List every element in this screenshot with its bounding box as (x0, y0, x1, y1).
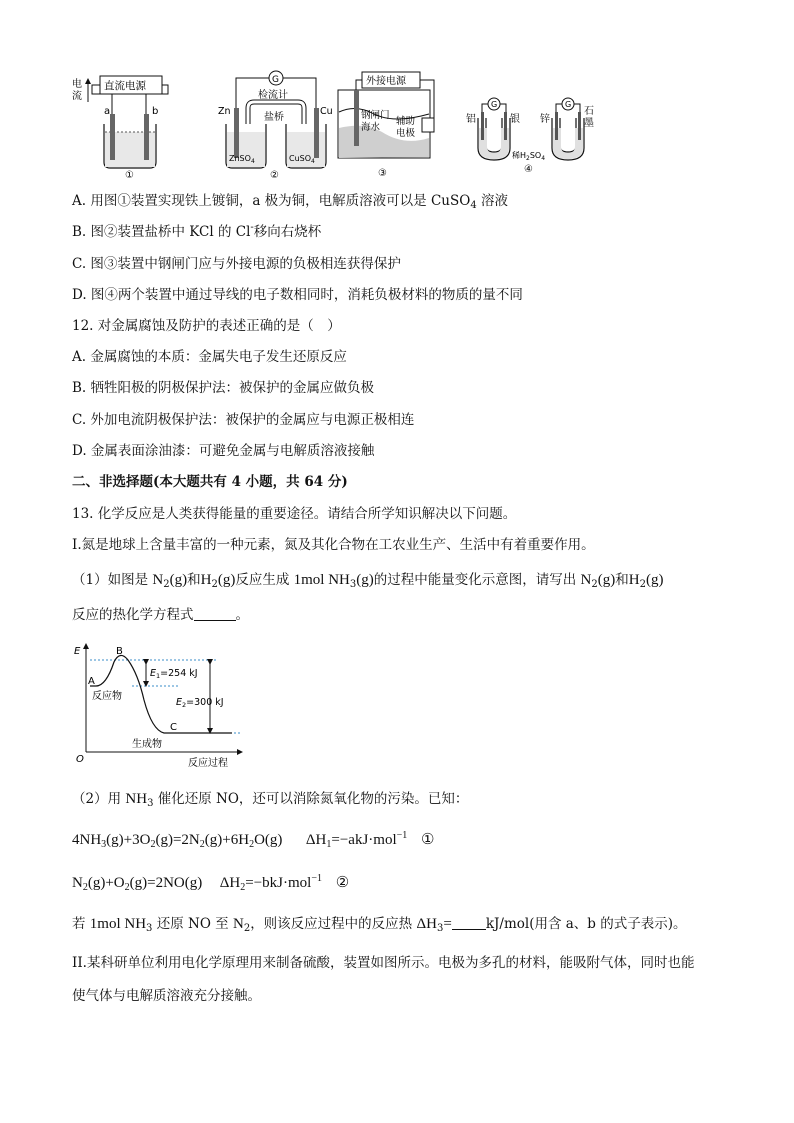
q13-part2-line1: II.某科研单位利用电化学原理用来制备硫酸，装置如图所示。电极为多孔的材料，能吸附气体，同时也能 (72, 955, 695, 971)
energy-reactant-label: 反应物 (92, 691, 122, 702)
q13-subq3: 若 1mol $NH_3$ 还原 NO 至 $N_2$，则该反应过程中的反应热 $\Delta H_3= kJ/mol$(用含 a、b 的式子表示)。 (72, 916, 687, 934)
fig3-aux-label-1: 辅助 (396, 116, 416, 127)
q12-option-c: C. 外加电流阴极保护法：被保护的金属应与电源正极相连 (72, 412, 415, 428)
fig2-znso4-label: ZnSO$_4$ (229, 154, 255, 165)
fig1-electrode-a (110, 114, 115, 160)
q12-option-d: D. 金属表面涂油漆：可避免金属与电解质溶液接触 (72, 443, 375, 459)
energy-product-label: 生成物 (132, 739, 162, 750)
q11-option-c: C. 图③装置中钢闸门应与外接电源的负极相连获得保护 (72, 256, 401, 272)
q11-option-b: B. 图②装置盐桥中 KCl 的 Cl-移向右烧杯 (72, 222, 322, 240)
q13-part2-line2: 使气体与电解质溶液充分接触。 (72, 988, 261, 1004)
energy-origin-label: O (76, 754, 84, 765)
equation-1: $4NH_3(g)+3O_2(g)=2N_2(g)+6H_2O(g)$ $\Delta H_1=-akJ\cdot mol^{-1}$ ① (72, 830, 435, 850)
fig3-gate (354, 90, 359, 146)
q12-option-a: A. 金属腐蚀的本质：金属失电子发生还原反应 (72, 349, 347, 365)
answer-blank-2[interactable] (452, 915, 486, 930)
fig2-salt-bridge-label: 盐桥 (264, 112, 284, 123)
fig4-graphite-label-2: 墨 (584, 118, 594, 129)
fig2-number: ② (270, 170, 279, 178)
fig4-g1-label: G (491, 100, 498, 109)
q13-subq1-line1: （1）如图是 $N_2(g)$和$H_2(g)$反应生成 1mol $NH_3(g)$的过程中能量变化示意图，请写出 $N_2(g)$和$H_2(g)$ (72, 572, 664, 590)
figure-3-cathodic-protection (338, 72, 434, 178)
answer-blank-1[interactable] (194, 606, 236, 621)
fig4-g2-label: G (565, 100, 572, 109)
q13-subq2-intro: （2）用 $NH_3$ 催化还原 NO，还可以消除氮氧化物的污染。已知： (72, 791, 469, 809)
fig4-number: ④ (524, 164, 533, 175)
energy-y-axis-label: E (74, 646, 81, 657)
energy-diagram (72, 640, 252, 772)
q11-option-d: D. 图④两个装置中通过导线的电子数相同时，消耗负极材料的物质的量不同 (72, 287, 523, 303)
energy-point-c: C (170, 722, 177, 733)
apparatus-figures (64, 68, 604, 178)
fig1-number: ① (125, 170, 134, 178)
fig3-aux-label-2: 电极 (396, 128, 416, 139)
fig3-number: ③ (378, 168, 387, 178)
q12-stem: 12. 对金属腐蚀及防护的表述正确的是（ ） (72, 318, 341, 334)
fig1-current-label-2: 流 (72, 91, 82, 102)
q12-option-b: B. 牺牲阳极的阴极保护法：被保护的金属应做负极 (72, 380, 375, 396)
fig3-gate-label-1: 钢闸门 (361, 110, 390, 121)
fig4-zn-label: 锌 (540, 114, 550, 125)
fig1-b-label: b (152, 106, 159, 117)
fig1-power-label: 直流电源 (104, 80, 146, 92)
section-heading: 二、非选择题(本大题共有 4 小题，共 64 分) (72, 474, 348, 490)
equation-2: $N_2(g)+O_2(g)=2NO(g)$ $\Delta H_2=-bkJ\cdot mol^{-1}$ ② (72, 873, 350, 893)
fig4-graphite-label-1: 石 (584, 106, 594, 117)
energy-point-a: A (88, 676, 95, 687)
q13-part1-intro: I.氮是地球上含量丰富的一种元素，氮及其化合物在工农业生产、生活中有着重要作用。 (72, 537, 595, 553)
fig1-a-label: a (104, 106, 111, 117)
fig2-zn-electrode (234, 108, 239, 158)
fig2-cu-label: Cu (320, 106, 333, 117)
fig2-cu-electrode (314, 108, 319, 158)
fig3-aux-electrode (422, 118, 434, 132)
fig2-meter-label: 检流计 (258, 90, 288, 101)
q13-subq1-line2: 反应的热化学方程式 。 (72, 607, 249, 623)
fig2-cuso4-label: CuSO$_4$ (289, 154, 315, 165)
energy-e1-label: $E_1=254$ kJ (150, 668, 198, 680)
fig1-electrode-b (144, 114, 149, 160)
figure-4-u-tube-cells (466, 98, 594, 175)
fig4-al-label: 铝 (466, 114, 476, 125)
q11-option-a: A. 用图①装置实现铁上镀铜，a 极为铜，电解质溶液可以是 CuSO$_4$ 溶液 (72, 193, 508, 211)
figure-1-electroplating (72, 76, 168, 178)
energy-point-b: B (116, 646, 123, 657)
fig3-gate-label-2: 海水 (361, 122, 381, 133)
fig3-power-label: 外接电源 (366, 76, 406, 87)
q13-stem: 13. 化学反应是人类获得能量的重要途径。请结合所学知识解决以下问题。 (72, 506, 517, 522)
fig1-current-label-1: 电 (72, 79, 82, 90)
fig2-zn-label: Zn (218, 106, 231, 117)
fig4-acid-label: 稀$H_2SO_4$ (512, 151, 546, 162)
energy-x-axis-label: 反应过程 (188, 758, 228, 769)
fig2-galvanometer-label: G (272, 75, 279, 85)
energy-e2-label: $E_2=300$ kJ (176, 697, 224, 709)
figure-2-galvanic-cell (218, 71, 333, 178)
fig4-ag-label: 银 (510, 114, 520, 125)
